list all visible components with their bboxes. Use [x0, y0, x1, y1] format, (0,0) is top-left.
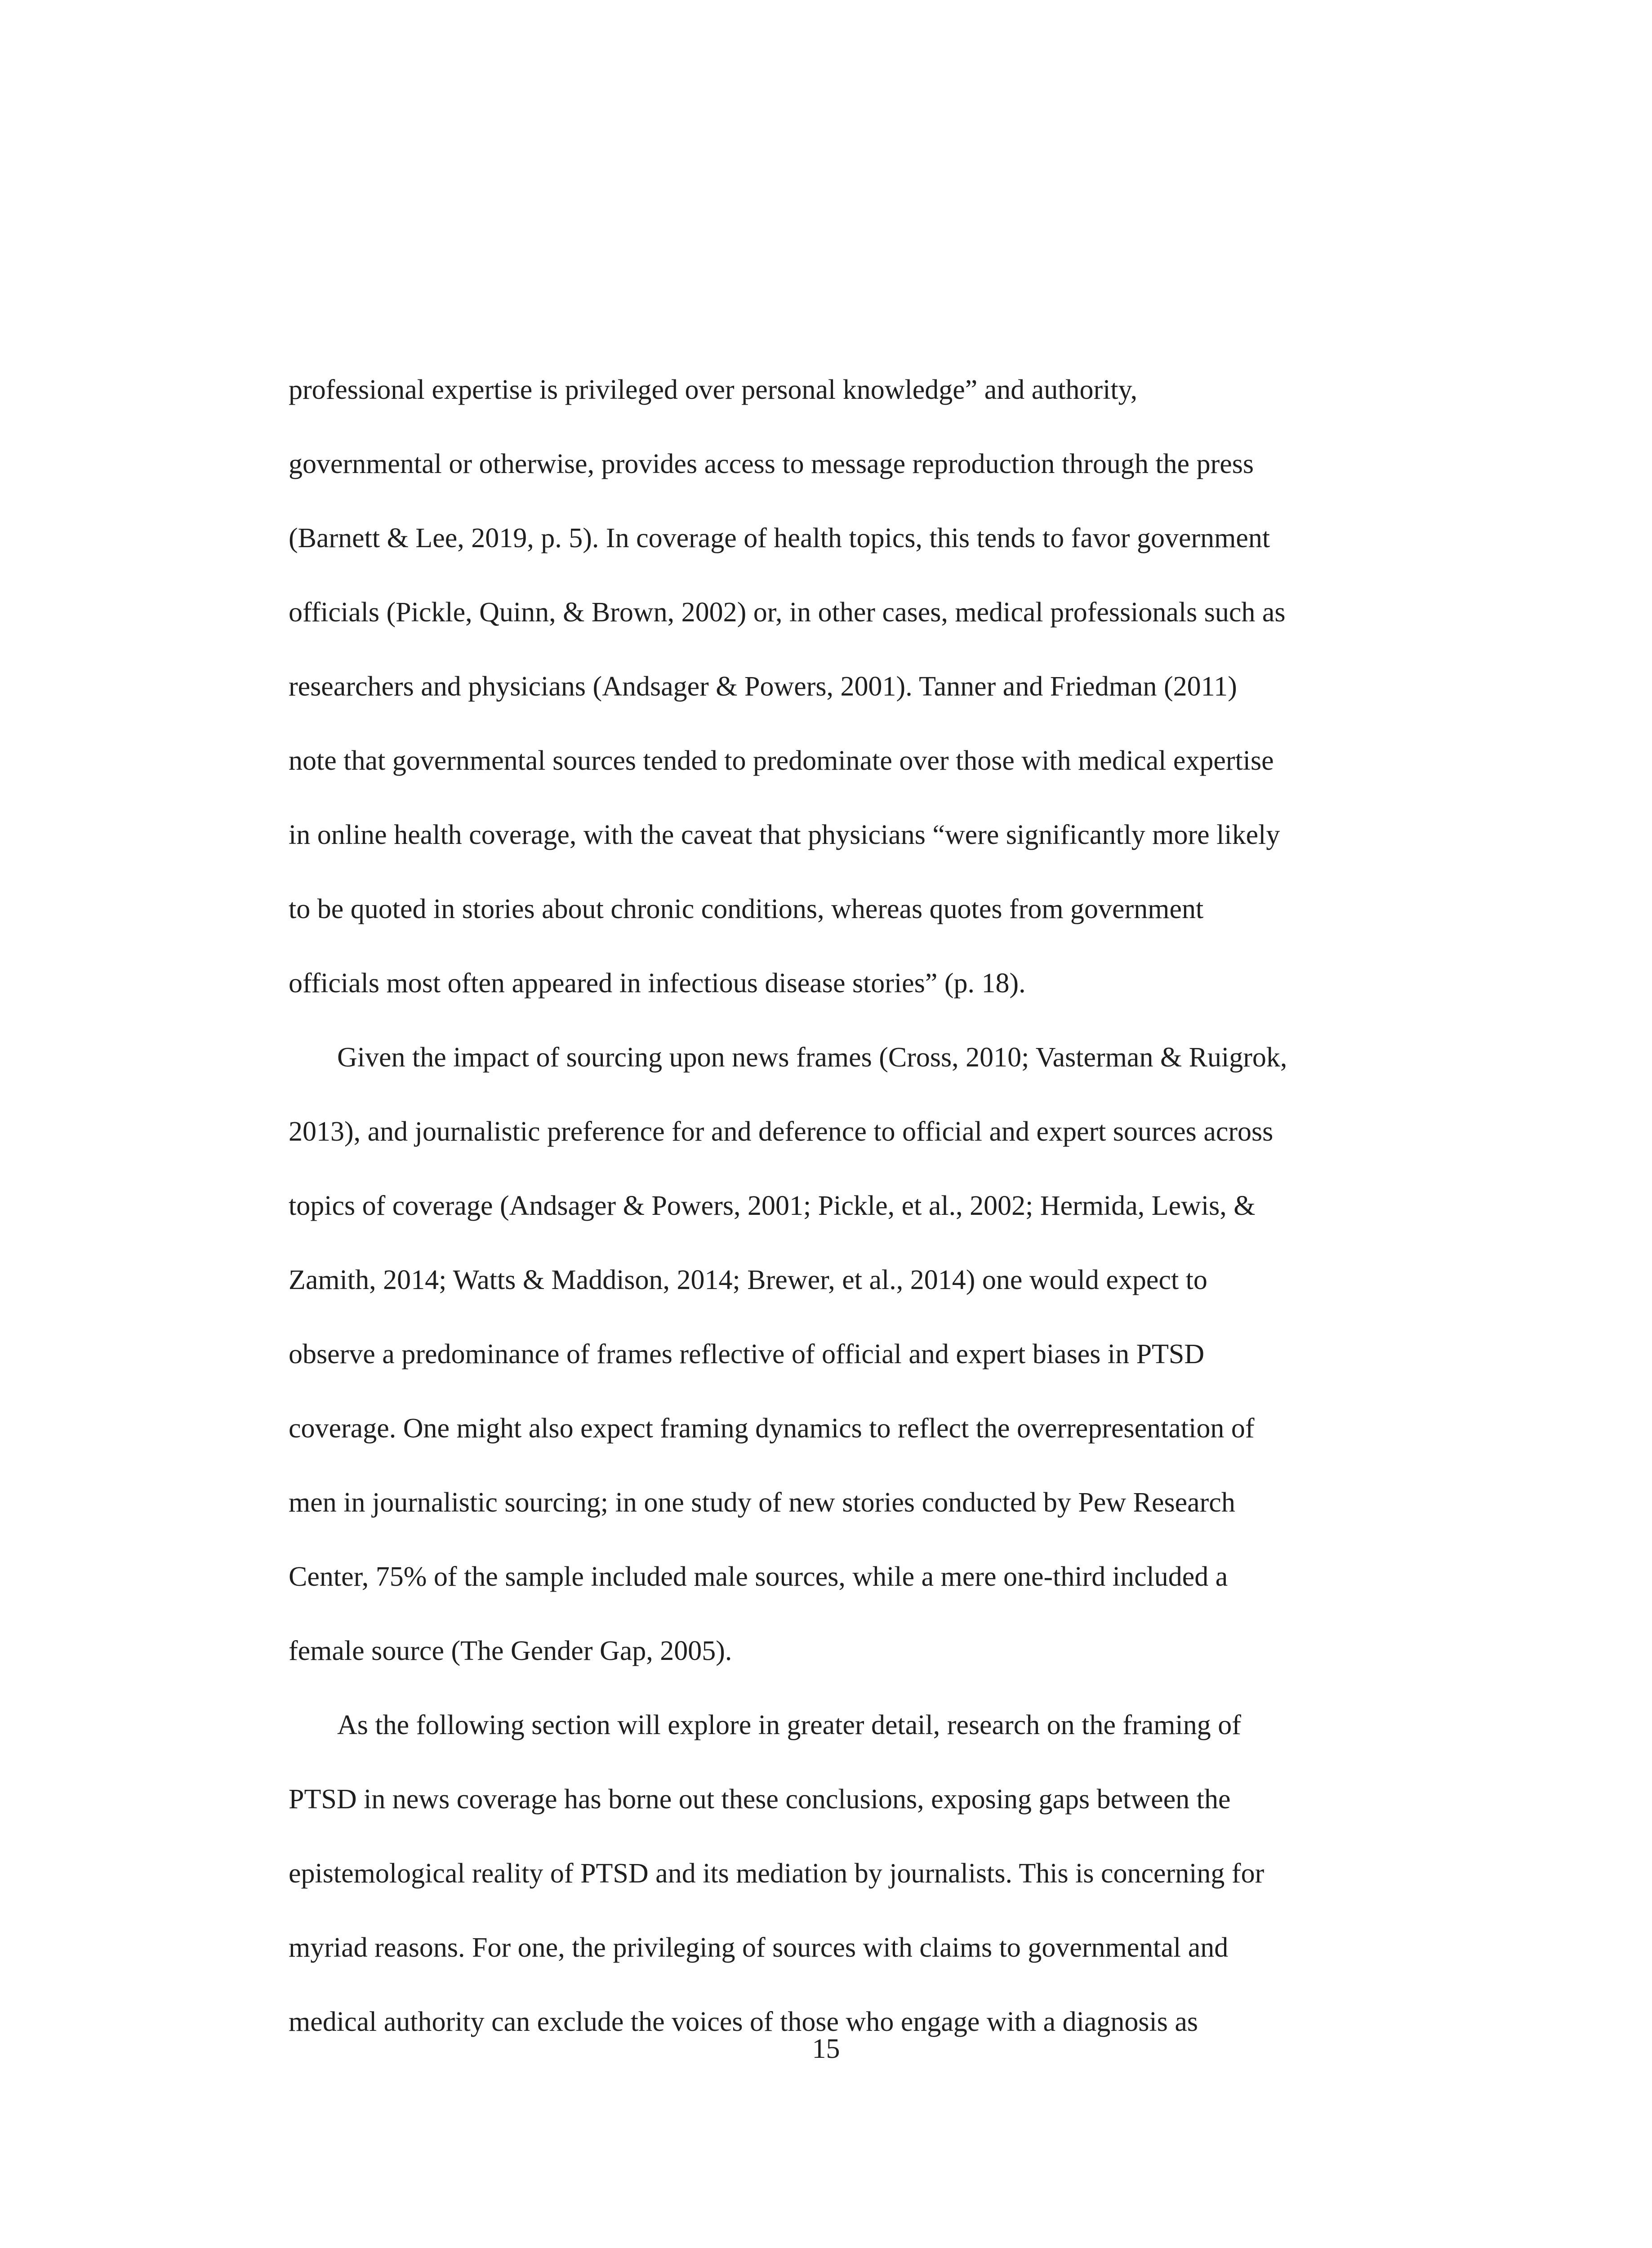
text-line: researchers and physicians (Andsager & Powers, 2001). Tanner and Friedman (2011)	[289, 671, 1237, 702]
text-line: note that governmental sources tended to predominate over those with medical expertise	[289, 745, 1274, 776]
text-line: female source (The Gender Gap, 2005).	[289, 1636, 732, 1666]
text-line: professional expertise is privileged over personal knowledge” and authority,	[289, 375, 1138, 405]
text-line: epistemological reality of PTSD and its mediation by journalists. This is concerning for	[289, 1858, 1265, 1889]
text-line: topics of coverage (Andsager & Powers, 2001; Pickle, et al., 2002; Hermida, Lewis, &	[289, 1191, 1256, 1221]
text-line: coverage. One might also expect framing dynamics to reflect the overrepresentation of	[289, 1413, 1255, 1444]
text-line: observe a predominance of frames reflective of official and expert biases in PTSD	[289, 1339, 1205, 1369]
text-line: (Barnett & Lee, 2019, p. 5). In coverage of health topics, this tends to favor government	[289, 523, 1270, 553]
text-line: to be quoted in stories about chronic conditions, whereas quotes from government	[289, 894, 1204, 924]
text-line: Zamith, 2014; Watts & Maddison, 2014; Brewer, et al., 2014) one would expect to	[289, 1265, 1207, 1295]
text-line: men in journalistic sourcing; in one study of new stories conducted by Pew Research	[289, 1487, 1235, 1518]
text-line: in online health coverage, with the caveat that physicians “were significantly more likely	[289, 820, 1280, 850]
text-line: officials most often appeared in infectious disease stories” (p. 18).	[289, 968, 1026, 999]
body-text	[289, 353, 1457, 2059]
page-number: 15	[812, 2034, 840, 2064]
text-line: governmental or otherwise, provides access to message reproduction through the press	[289, 449, 1254, 479]
paragraph-start-line: Given the impact of sourcing upon news frames (Cross, 2010; Vasterman & Ruigrok,	[337, 1042, 1287, 1073]
text-line: PTSD in news coverage has borne out these conclusions, exposing gaps between the	[289, 1784, 1231, 1815]
text-line: myriad reasons. For one, the privileging of sources with claims to governmental and	[289, 1932, 1229, 1963]
text-line: 2013), and journalistic preference for and deference to official and expert sources across	[289, 1116, 1274, 1147]
text-line: Center, 75% of the sample included male sources, while a mere one-third included a	[289, 1561, 1228, 1592]
text-line: officials (Pickle, Quinn, & Brown, 2002) or, in other cases, medical professionals such as	[289, 597, 1286, 628]
paragraph-start-line: As the following section will explore in greater detail, research on the framing of	[337, 1710, 1241, 1740]
text-line: medical authority can exclude the voices of those who engage with a diagnosis as	[289, 2007, 1198, 2037]
